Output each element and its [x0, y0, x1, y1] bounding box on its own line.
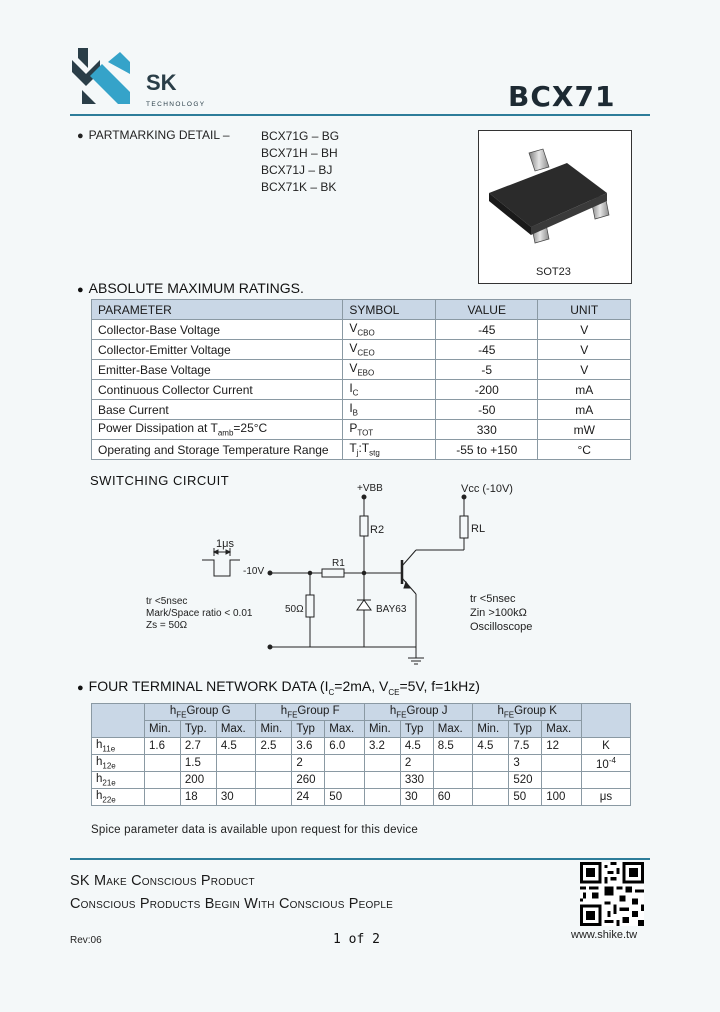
unit-cell: V [538, 340, 631, 360]
unit-cell: mA [538, 400, 631, 420]
data-cell [325, 772, 365, 789]
unit-cell: mA [538, 380, 631, 400]
table-row [92, 400, 631, 420]
data-cell [433, 755, 473, 772]
data-cell [473, 789, 509, 806]
data-cell: 330 [400, 772, 433, 789]
data-cell: 50 [325, 789, 365, 806]
value-cell: -45 [436, 320, 538, 340]
vcc-label: Vcc (-10V) [461, 483, 513, 495]
header-cell: VALUE [436, 300, 538, 320]
table-row [92, 340, 631, 360]
r2-resistor [360, 516, 368, 536]
vbb-label: +VBB [357, 483, 383, 494]
qr-code [580, 862, 644, 926]
param-cell: Collector-Emitter Voltage [92, 340, 343, 360]
param-cell: Operating and Storage Temperature Range [92, 440, 343, 460]
symbol-cell: $V_{CEO}$ [343, 340, 436, 360]
subheader-row [92, 721, 631, 738]
subheader-cell: Min. [364, 721, 400, 738]
data-cell: 24 [292, 789, 325, 806]
data-cell [325, 755, 365, 772]
table-row [92, 380, 631, 400]
data-cell [256, 789, 292, 806]
subheader-cell: Typ [400, 721, 433, 738]
data-cell [433, 772, 473, 789]
table-row [92, 755, 631, 772]
data-cell: 2 [292, 755, 325, 772]
page-number: 1 of 2 [333, 932, 380, 947]
logo-text: SK [146, 70, 177, 95]
unit-cell: V [538, 320, 631, 340]
value-cell: -5 [436, 360, 538, 380]
unit-cell: μs [582, 789, 631, 806]
vcc-terminal [462, 495, 466, 499]
group-header-row [92, 704, 631, 721]
symbol-cell: $V_{EBO}$ [343, 360, 436, 380]
spice-note: Spice parameter data is available upon request for this device [91, 824, 418, 836]
symbol-cell: $V_{CBO}$ [343, 320, 436, 340]
company-logo [70, 46, 134, 108]
left-notes [146, 596, 252, 632]
abs-max-title-text: ABSOLUTE MAXIMUM RATINGS. [88, 280, 304, 296]
table-row [92, 738, 631, 755]
row-label: $h_{12e}$ [92, 755, 145, 772]
data-cell [145, 755, 181, 772]
value-cell: -55 to +150 [436, 440, 538, 460]
subheader-cell: Typ. [180, 721, 216, 738]
website-link[interactable]: www.shike.tw [571, 929, 638, 941]
data-cell: 18 [180, 789, 216, 806]
partmarking-label-text: PARTMARKING DETAIL – [88, 128, 230, 142]
rl-label: RL [471, 523, 486, 535]
row-label: $h_{11e}$ [92, 738, 145, 755]
pulse-width-label: 1μs [216, 538, 234, 550]
symbol-cell: $P_{TOT}$ [343, 420, 436, 440]
bullet-icon: ● [77, 284, 84, 296]
logo-subtext: TECHNOLOGY [146, 101, 206, 108]
data-cell: 4.5 [400, 738, 433, 755]
unit-cell: K [582, 738, 631, 755]
note-line: Oscilloscope [470, 621, 533, 633]
data-cell: 30 [216, 789, 256, 806]
footer-rule [70, 858, 650, 860]
rl-resistor [460, 516, 468, 538]
data-cell [364, 772, 400, 789]
data-cell [256, 755, 292, 772]
partmarking-label [77, 128, 230, 142]
header-cell: SYMBOL [343, 300, 436, 320]
unit-cell: °C [538, 440, 631, 460]
param-cell: Emitter-Base Voltage [92, 360, 343, 380]
header-rule [70, 114, 650, 116]
table-row [92, 440, 631, 460]
data-cell: 520 [509, 772, 542, 789]
data-cell: 2.7 [180, 738, 216, 755]
value-cell: 330 [436, 420, 538, 440]
data-cell: 2 [400, 755, 433, 772]
data-cell: 1.5 [180, 755, 216, 772]
subheader-cell: Typ [509, 721, 542, 738]
r50-resistor [306, 595, 314, 617]
param-cell: Continuous Collector Current [92, 380, 343, 400]
data-cell: 200 [180, 772, 216, 789]
data-cell: 60 [433, 789, 473, 806]
part-number-title: BCX71 [508, 80, 616, 113]
data-cell [364, 755, 400, 772]
subheader-cell: Max. [542, 721, 582, 738]
data-cell: 12 [542, 738, 582, 755]
param-cell: Power Dissipation at $T_{amb}=25^\circ C$ [92, 420, 343, 440]
package-image-box [478, 130, 632, 284]
param-cell: Base Current [92, 400, 343, 420]
param-cell: Collector-Base Voltage [92, 320, 343, 340]
data-cell: 7.5 [509, 738, 542, 755]
corner-cell [92, 704, 145, 738]
data-cell: 3.2 [364, 738, 400, 755]
data-cell [256, 772, 292, 789]
table-row [92, 360, 631, 380]
r50-label: 50Ω [285, 604, 304, 615]
value-cell: -45 [436, 340, 538, 360]
note-line: tr <5nsec [470, 593, 516, 605]
unit-cell: mW [538, 420, 631, 440]
sk-logo-icon [70, 46, 134, 108]
symbol-cell: $I_B$ [343, 400, 436, 420]
data-cell: 3.6 [292, 738, 325, 755]
partmarking-item: BCX71G – BG [261, 129, 340, 143]
slogan-line-2: Conscious Products Begin With Conscious People [70, 896, 394, 912]
diode-symbol [357, 600, 371, 610]
partmarking-item: BCX71K – BK [261, 180, 337, 194]
note-line: Mark/Space ratio < 0.01 [146, 608, 253, 619]
r1-resistor [322, 569, 344, 577]
data-cell: 6.0 [325, 738, 365, 755]
data-cell: 30 [400, 789, 433, 806]
bullet-icon: ● [77, 130, 84, 142]
group-header: $h_{FE}Group$ K [473, 704, 582, 721]
unit-header-cell [582, 704, 631, 738]
r1-label: R1 [332, 558, 345, 569]
subheader-cell: Min. [145, 721, 181, 738]
value-cell: -200 [436, 380, 538, 400]
partmarking-item: BCX71H – BH [261, 146, 338, 160]
subheader-cell: Max. [325, 721, 365, 738]
note-line: tr <5nsec [146, 596, 188, 607]
table-row [92, 420, 631, 440]
slogan-line-1: SK Make Conscious Product [70, 873, 255, 889]
bullet-icon: ● [77, 682, 84, 694]
data-cell [145, 789, 181, 806]
table-row [92, 789, 631, 806]
data-cell [364, 789, 400, 806]
unit-cell [582, 772, 631, 789]
data-cell [216, 772, 256, 789]
value-cell: -50 [436, 400, 538, 420]
note-line: Zs = 50Ω [146, 620, 188, 631]
vbb-terminal [362, 495, 366, 499]
data-cell [145, 772, 181, 789]
note-line: Zin >100kΩ [470, 607, 527, 619]
qr-code-icon [580, 862, 644, 926]
abs-max-title [77, 280, 304, 296]
data-cell: 4.5 [216, 738, 256, 755]
unit-cell: $10^{-4}$ [582, 755, 631, 772]
group-header: $h_{FE}Group$ J [364, 704, 472, 721]
data-cell: 1.6 [145, 738, 181, 755]
data-cell [473, 755, 509, 772]
four-terminal-table [91, 703, 631, 806]
symbol-cell: $I_C$ [343, 380, 436, 400]
switching-circuit-diagram [140, 480, 560, 670]
neg10-label: -10V [243, 566, 265, 577]
r2-label: R2 [370, 524, 385, 536]
abs-max-table [91, 299, 631, 460]
subheader-cell: Max. [433, 721, 473, 738]
data-cell: 260 [292, 772, 325, 789]
symbol-cell: $T_j:T_{stg}$ [343, 440, 436, 460]
switching-title: SWITCHING CIRCUIT [90, 473, 230, 488]
data-cell: 3 [509, 755, 542, 772]
data-cell: 50 [509, 789, 542, 806]
data-cell [473, 772, 509, 789]
row-label: $h_{22e}$ [92, 789, 145, 806]
table-header-row [92, 300, 631, 320]
subheader-cell: Max. [216, 721, 256, 738]
subheader-cell: Min. [473, 721, 509, 738]
table-row [92, 320, 631, 340]
subheader-cell: Min. [256, 721, 292, 738]
data-cell [542, 755, 582, 772]
header-cell: UNIT [538, 300, 631, 320]
table-row [92, 772, 631, 789]
data-cell [542, 772, 582, 789]
sot23-package-icon [479, 131, 631, 261]
partmarking-item: BCX71J – BJ [261, 163, 333, 177]
data-cell: 2.5 [256, 738, 292, 755]
package-caption: SOT23 [536, 266, 571, 278]
data-cell: 8.5 [433, 738, 473, 755]
row-label: $h_{21e}$ [92, 772, 145, 789]
four-terminal-title: ● FOUR TERMINAL NETWORK DATA ($I_C=2mA$, $V_{CE}=5V$, f=1kHz) [77, 678, 480, 697]
header-cell: PARAMETER [92, 300, 343, 320]
diode-label: BAY63 [376, 604, 407, 615]
partmarking-list [261, 128, 339, 196]
unit-cell: V [538, 360, 631, 380]
data-cell: 4.5 [473, 738, 509, 755]
subheader-cell: Typ [292, 721, 325, 738]
right-notes [470, 592, 532, 634]
group-header: $h_{FE}Group$ G [145, 704, 256, 721]
revision-label: Rev:06 [70, 935, 102, 946]
data-cell: 100 [542, 789, 582, 806]
data-cell [216, 755, 256, 772]
group-header: $h_{FE}Group$ F [256, 704, 364, 721]
